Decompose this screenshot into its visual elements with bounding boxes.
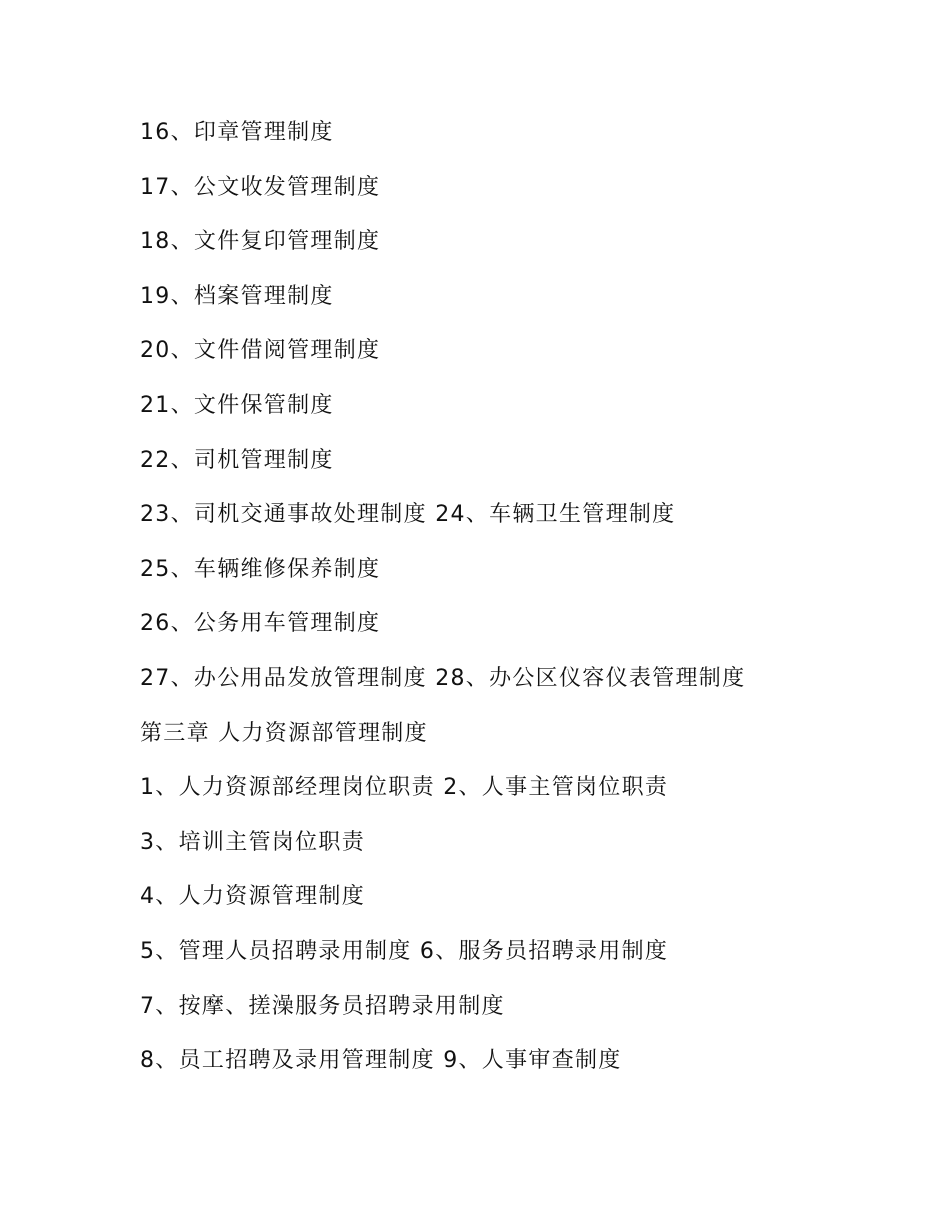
list-item: 20、文件借阅管理制度 bbox=[140, 338, 381, 364]
list-item: 25、车辆维修保养制度 bbox=[140, 556, 381, 582]
list-item: 27、办公用品发放管理制度 28、办公区仪容仪表管理制度 bbox=[140, 665, 746, 691]
list-item: 23、司机交通事故处理制度 24、车辆卫生管理制度 bbox=[140, 502, 676, 528]
list-item: 22、司机管理制度 bbox=[140, 447, 334, 473]
list-item: 21、文件保管制度 bbox=[140, 392, 334, 418]
list-item: 18、文件复印管理制度 bbox=[140, 229, 381, 255]
list-item: 26、公务用车管理制度 bbox=[140, 611, 381, 637]
list-item: 17、公文收发管理制度 bbox=[140, 174, 381, 200]
list-item: 1、人力资源部经理岗位职责 2、人事主管岗位职责 bbox=[140, 775, 669, 801]
list-item: 5、管理人员招聘录用制度 6、服务员招聘录用制度 bbox=[140, 938, 669, 964]
chapter-heading: 第三章 人力资源部管理制度 bbox=[140, 720, 428, 746]
list-item: 8、员工招聘及录用管理制度 9、人事审查制度 bbox=[140, 1048, 622, 1074]
list-item: 3、培训主管岗位职责 bbox=[140, 829, 365, 855]
list-item: 7、按摩、搓澡服务员招聘录用制度 bbox=[140, 993, 505, 1019]
list-item: 4、人力资源管理制度 bbox=[140, 884, 365, 910]
list-item: 19、档案管理制度 bbox=[140, 283, 334, 309]
document-body bbox=[140, 106, 900, 1089]
list-item: 16、印章管理制度 bbox=[140, 120, 334, 145]
